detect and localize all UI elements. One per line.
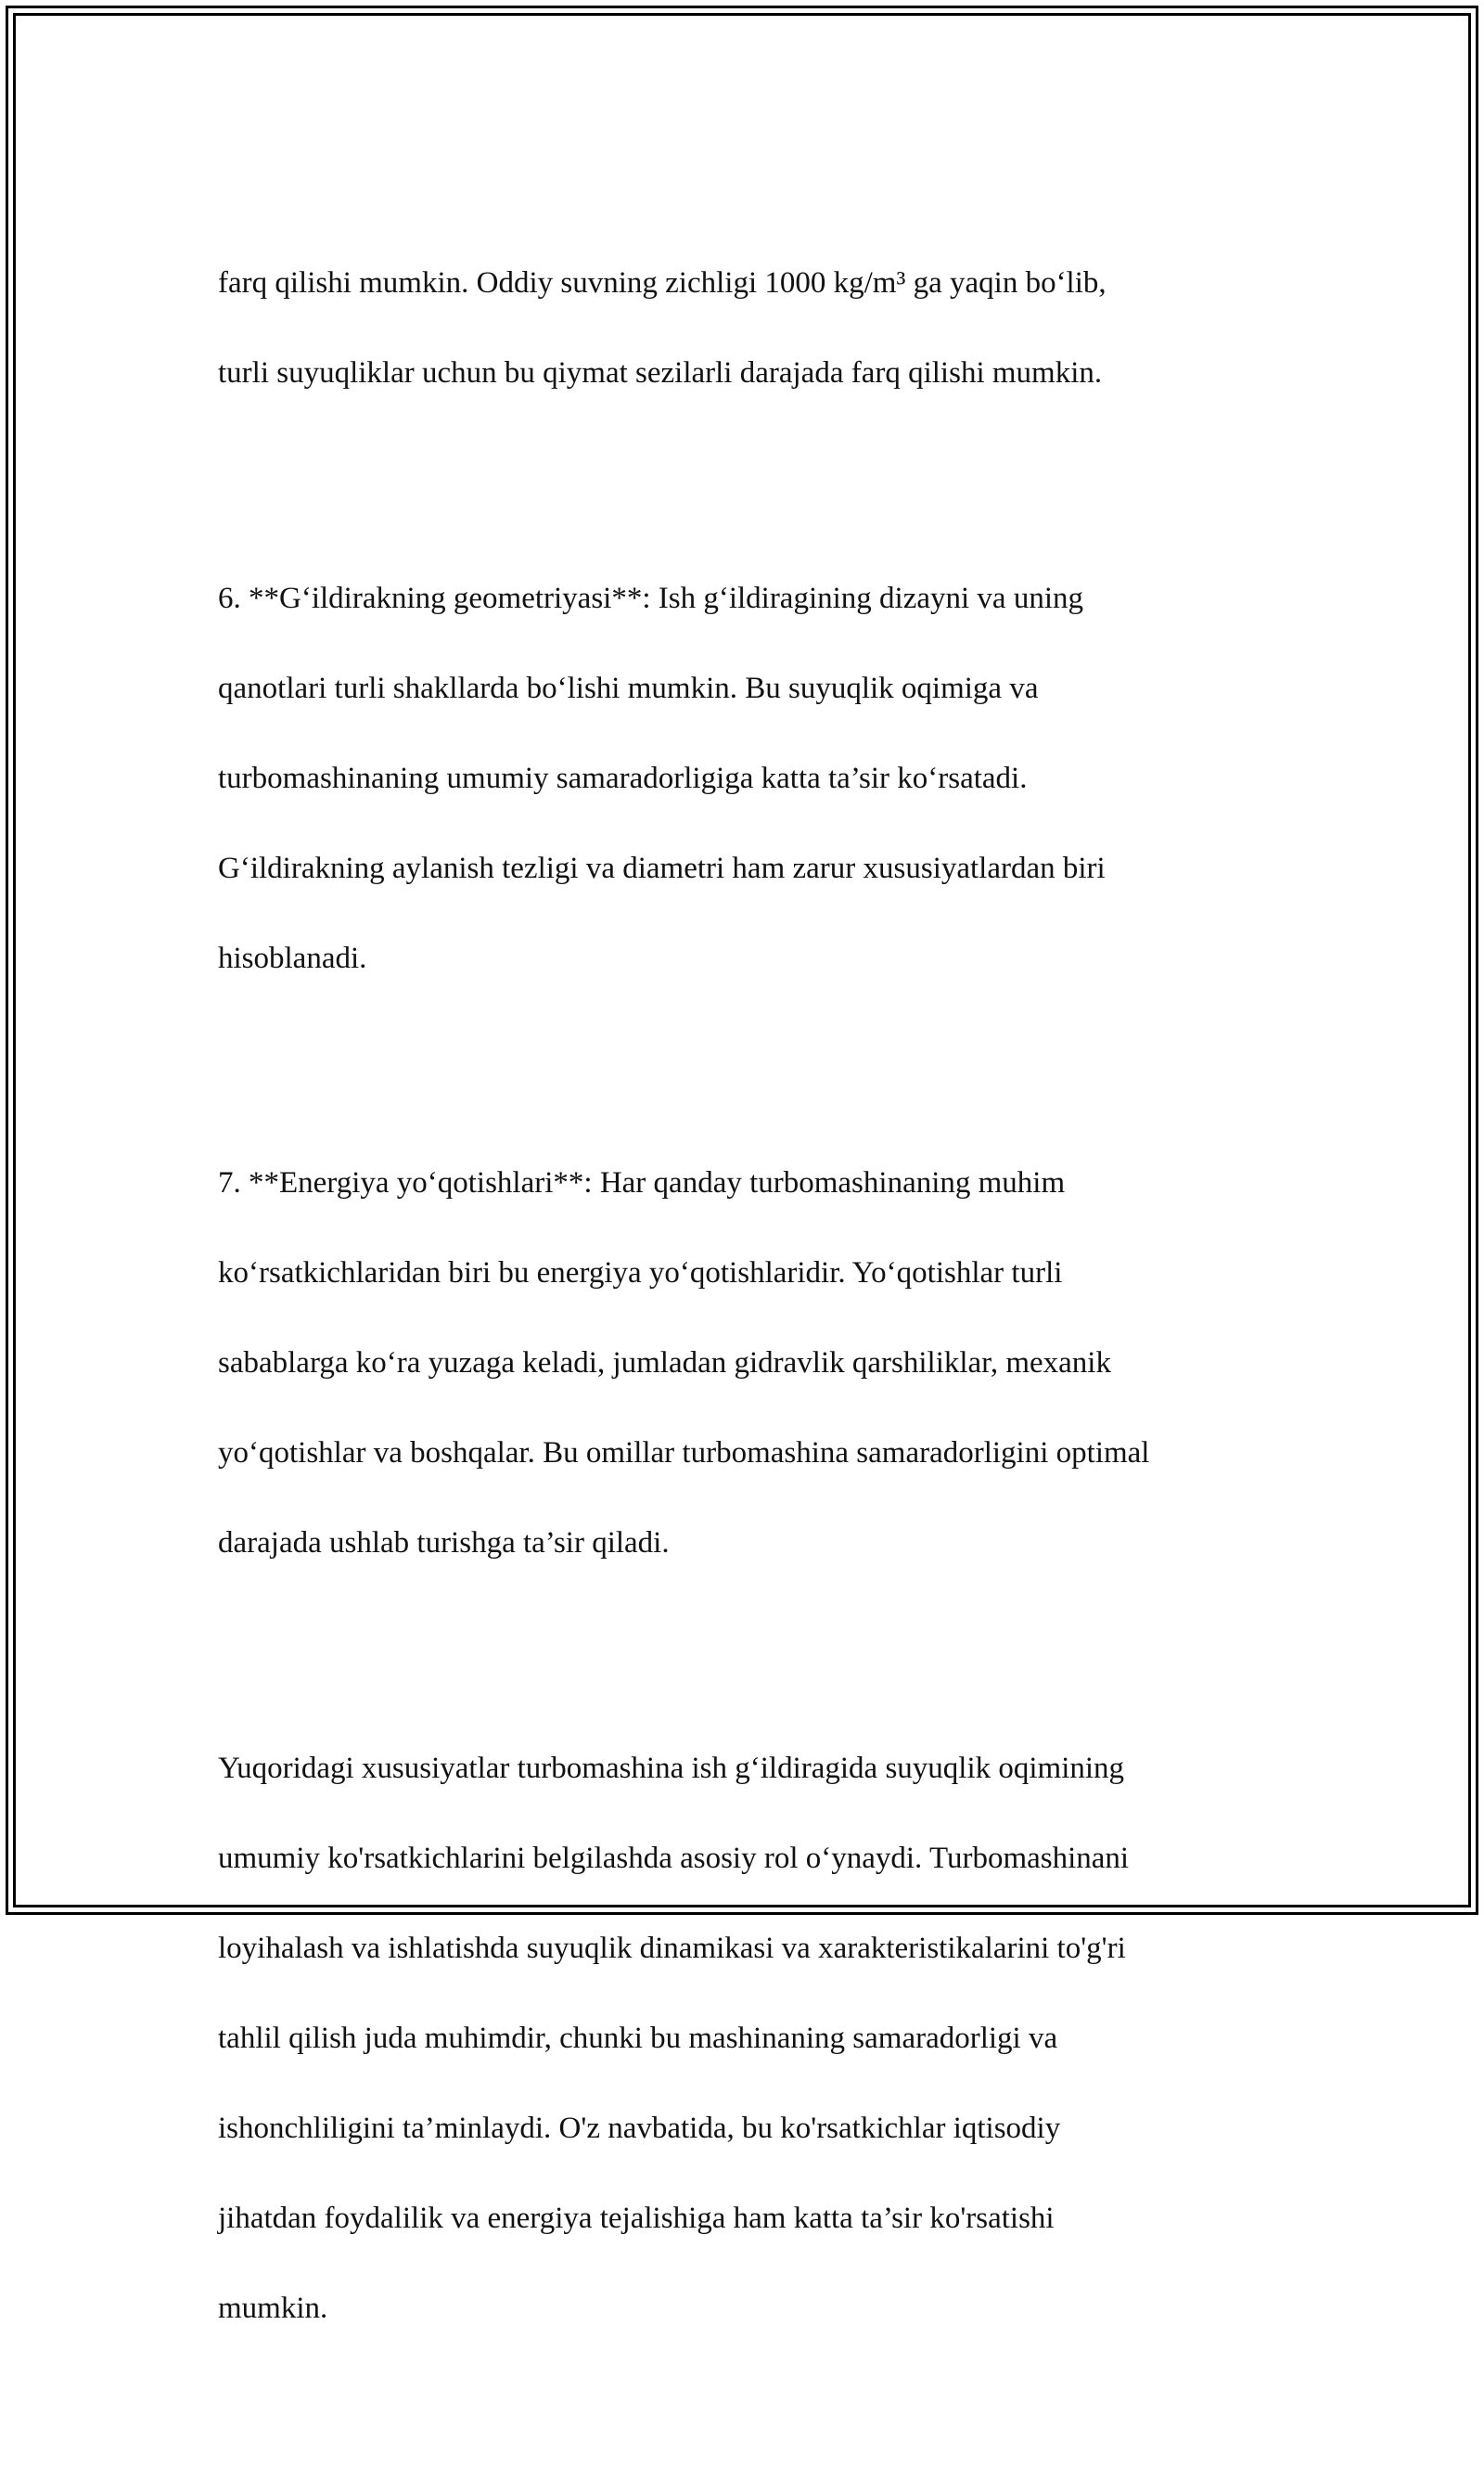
paragraph-wheel-geometry — [218, 531, 1285, 1026]
text-line: 6. **G‘ildirakning geometriyasi**: Ish g‘ildiragining dizayni va uning — [218, 581, 1083, 615]
text-line: G‘ildirakning aylanish tezligi va diametri ham zarur xususiyatlardan biri — [218, 851, 1106, 885]
text-line: farq qilishi mumkin. Oddiy suvning zichligi 1000 kg/m³ ga yaqin bo‘lib, — [218, 266, 1107, 300]
text-line: qanotlari turli shakllarda bo‘lishi mumkin. Bu suyuqlik oqimiga va — [218, 671, 1039, 705]
text-line: turbomashinaning umumiy samaradorligiga katta ta’sir ko‘rsatadi. — [218, 761, 1028, 795]
paragraph-energy-losses — [218, 1116, 1285, 1612]
text-line: ishonchliligini ta’minlaydi. O'z navbatida, bu ko'rsatkichlar iqtisodiy — [218, 2111, 1061, 2145]
document-body — [218, 171, 1285, 2466]
text-line: hisoblanadi. — [218, 941, 367, 975]
text-line: 7. **Energiya yo‘qotishlari**: Har qanday turbomashinaning muhim — [218, 1166, 1066, 1200]
paragraph-density — [218, 216, 1285, 442]
text-line: ko‘rsatkichlaridan biri bu energiya yo‘qotishlaridir. Yo‘qotishlar turli — [218, 1256, 1063, 1290]
text-line: darajada ushlab turishga ta’sir qiladi. — [218, 1526, 670, 1560]
text-line: yo‘qotishlar va boshqalar. Bu omillar turbomashina samaradorligini optimal — [218, 1436, 1150, 1470]
text-line: sabablarga ko‘ra yuzaga keladi, jumladan gidravlik qarshiliklar, mexanik — [218, 1346, 1111, 1380]
text-line: Yuqoridagi xususiyatlar turbomashina ish g‘ildiragida suyuqlik oqimining — [218, 1751, 1125, 1785]
text-line: turli suyuqliklar uchun bu qiymat sezilarli darajada farq qilishi mumkin. — [218, 356, 1103, 390]
paragraph-conclusion — [218, 1701, 1285, 2376]
text-line: umumiy ko'rsatkichlarini belgilashda asosiy rol o‘ynaydi. Turbomashinani — [218, 1841, 1130, 1875]
text-line: loyihalash va ishlatishda suyuqlik dinamikasi va xarakteristikalarini to'g'ri — [218, 1931, 1126, 1965]
text-line: jihatdan foydalilik va energiya tejalishiga ham katta ta’sir ko'rsatishi — [218, 2201, 1055, 2235]
text-line: mumkin. — [218, 2291, 328, 2325]
text-line: tahlil qilish juda muhimdir, chunki bu mashinaning samaradorligi va — [218, 2021, 1058, 2055]
